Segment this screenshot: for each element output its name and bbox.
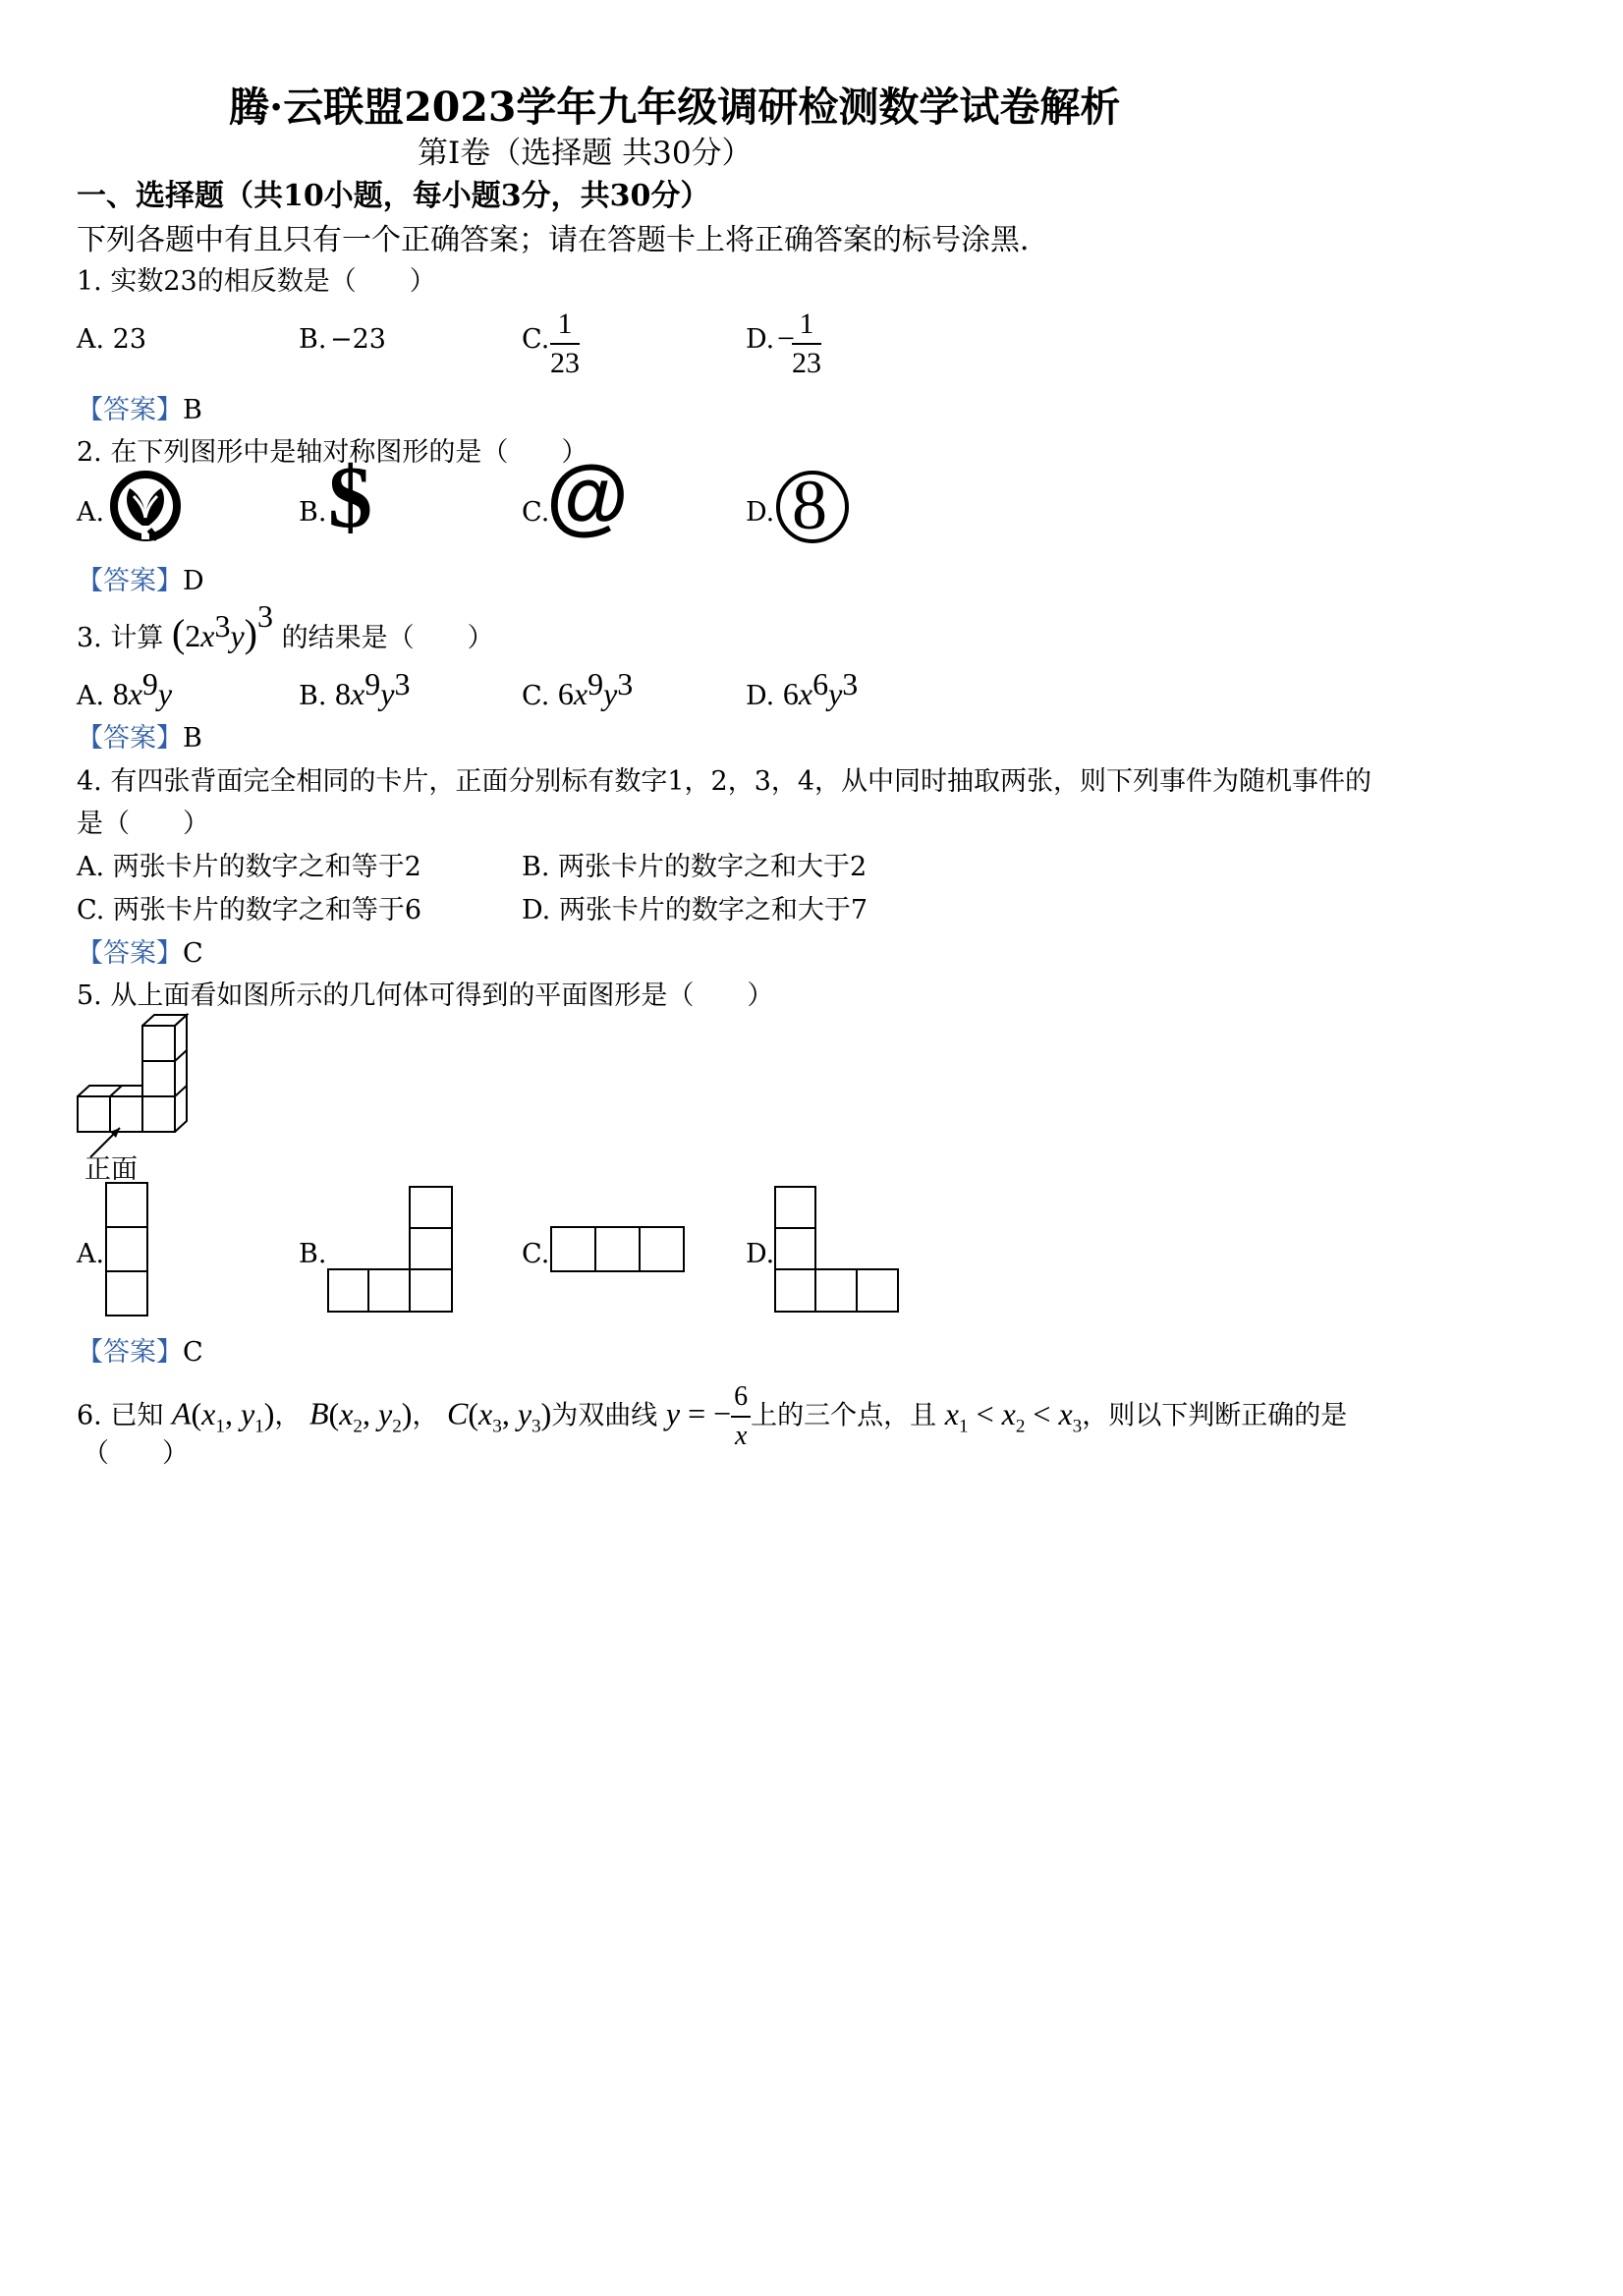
q1-c-numerator: 1 xyxy=(550,306,580,345)
q2-option-b-label: B. xyxy=(299,497,327,528)
q3-answer xyxy=(77,716,202,755)
answer-tag: 【答案】 xyxy=(77,395,183,425)
q6-sep-1: ， xyxy=(274,1400,302,1431)
q2-answer xyxy=(77,559,204,597)
q6-b-coords: ($x_2$, $y_2$) xyxy=(328,1395,413,1436)
q1-d-numerator: 1 xyxy=(792,306,821,345)
q6-inequality: $x_1 < x_2 < x_3$ xyxy=(944,1395,1083,1436)
q3-c-coef: 6 xyxy=(557,676,574,711)
leaf-logo-icon xyxy=(106,467,185,545)
q6-stem-2: （ ） xyxy=(83,1438,189,1469)
q3-a-y: y xyxy=(157,676,173,711)
q2-option-d-label: D. xyxy=(746,497,775,528)
q6-point-a: A xyxy=(171,1395,192,1431)
q4-stem-2: 是（ ） xyxy=(77,809,209,839)
q3-stem-pre: 3. 计算 xyxy=(77,623,164,653)
q2-stem: 2. 在下列图形中是轴对称图形的是（ ） xyxy=(77,437,588,468)
q3-d-y: y xyxy=(828,676,843,711)
q3-a-x: x xyxy=(128,676,142,711)
answer-value: C xyxy=(183,1337,203,1368)
q3-stem xyxy=(77,598,494,656)
q5-option-d-figure xyxy=(774,1186,902,1317)
q5-option-a-label: A. xyxy=(77,1239,105,1269)
q3-c-xexp: 9 xyxy=(588,666,604,701)
q5-option-b-label: B. xyxy=(299,1239,327,1269)
q3-b-x: x xyxy=(351,676,365,711)
q4-option-d: D. 两张卡片的数字之和大于7 xyxy=(522,895,868,925)
q5-answer xyxy=(77,1330,203,1369)
answer-value: D xyxy=(183,566,204,596)
q4-option-b: B. 两张卡片的数字之和大于2 xyxy=(522,852,867,882)
q3-b-xexp: 9 xyxy=(364,666,381,701)
answer-tag: 【答案】 xyxy=(77,723,183,754)
q1-stem: 1. 实数23的相反数是（ ） xyxy=(77,266,436,297)
q1-option-a: A. 23 xyxy=(77,324,147,355)
answer-tag: 【答案】 xyxy=(77,1337,183,1368)
q6-c-coords: ($x_3$, $y_3$) xyxy=(468,1395,552,1436)
volume-heading: 第Ⅰ卷（选择题 共30分） xyxy=(418,136,753,171)
answer-tag: 【答案】 xyxy=(77,938,183,969)
q1-option-b: −23 xyxy=(330,324,386,355)
q3-c-yexp: 3 xyxy=(617,666,634,701)
q3-a-label: A. xyxy=(77,681,105,711)
q3-b-y: y xyxy=(380,676,395,711)
page-title: 腾·云联盟2023学年九年级调研检测数学试卷解析 xyxy=(229,84,1121,131)
q6-post: 上的三个点，且 xyxy=(751,1400,937,1431)
q4-stem: 4. 有四张背面完全相同的卡片，正面分别标有数字1，2，3，4，从中同时抽取两张，则下列事件为随机事件的 xyxy=(77,766,1372,797)
q3-b-coef: 8 xyxy=(335,676,352,711)
q3-outer-exp: 3 xyxy=(257,598,273,634)
q3-option-b xyxy=(299,666,410,712)
q1-option-c-fraction xyxy=(550,306,580,382)
section-heading: 一、选择题（共10小题，每小题3分，共30分） xyxy=(77,179,710,213)
answer-value: B xyxy=(183,723,202,754)
q3-d-coef: 6 xyxy=(782,676,799,711)
q6-stem xyxy=(77,1378,1347,1455)
q3-c-x: x xyxy=(573,676,588,711)
q1-c-denominator: 23 xyxy=(550,347,580,379)
q6-denominator: x xyxy=(734,1421,748,1451)
q1-option-d-label: D. xyxy=(746,324,775,355)
at-symbol-icon: @ xyxy=(546,449,629,543)
q3-c-y: y xyxy=(603,676,618,711)
q6-post-2: ，则以下判断正确的是 xyxy=(1082,1400,1348,1431)
q3-d-x: x xyxy=(798,676,813,711)
q3-x-exp: 3 xyxy=(214,608,231,644)
q1-d-denominator: 23 xyxy=(792,347,821,379)
q3-x: x xyxy=(200,618,215,653)
q3-a-coef: 8 xyxy=(112,676,129,711)
q3-d-yexp: 3 xyxy=(842,666,859,701)
q5-option-c-figure xyxy=(550,1226,688,1275)
q4-option-c: C. 两张卡片的数字之和等于6 xyxy=(77,895,422,925)
dollar-symbol-icon: $ xyxy=(328,449,372,546)
answer-value: C xyxy=(183,938,203,969)
q5-option-d-label: D. xyxy=(746,1239,775,1269)
q3-b-yexp: 3 xyxy=(394,666,411,701)
answer-value: B xyxy=(183,395,202,425)
q1-option-d-sign: − xyxy=(777,320,796,356)
q3-d-label: D. xyxy=(746,681,775,711)
q3-b-label: B. xyxy=(299,681,327,711)
q2-option-c-label: C. xyxy=(522,497,550,528)
answer-tag: 【答案】 xyxy=(77,566,183,596)
q3-paren-open: ( xyxy=(171,611,186,655)
circled-eight-digit: 8 xyxy=(792,466,827,544)
q3-d-xexp: 6 xyxy=(812,666,829,701)
q4-answer xyxy=(77,931,203,970)
q3-option-c xyxy=(522,666,633,712)
front-label: 正面 xyxy=(84,1154,138,1185)
q3-c-label: C. xyxy=(522,681,550,711)
q1-option-d-fraction xyxy=(792,306,821,382)
q6-point-c: C xyxy=(447,1395,469,1431)
q1-option-b-label: B. xyxy=(299,324,327,355)
q6-a-coords: ($x_1$, $y_1$) xyxy=(191,1395,275,1436)
geometry-solid-figure xyxy=(77,1012,195,1140)
q1-answer xyxy=(77,388,202,426)
q5-option-a-figure xyxy=(105,1182,150,1319)
q2-option-a-label: A. xyxy=(77,497,105,528)
q4-option-a: A. 两张卡片的数字之和等于2 xyxy=(77,852,421,882)
q6-numerator: 6 xyxy=(731,1378,751,1418)
section-instruction: 下列各题中有且只有一个正确答案；请在答题卡上将正确答案的标号涂黑． xyxy=(77,223,1049,257)
q5-option-b-figure xyxy=(327,1186,457,1317)
q6-fraction xyxy=(731,1378,751,1455)
q3-paren-close: ) xyxy=(244,611,257,655)
q3-y: y xyxy=(230,618,245,653)
q3-stem-post: 的结果是（ ） xyxy=(281,623,494,653)
q5-option-c-label: C. xyxy=(522,1239,550,1269)
q6-stem-pre: 6. 已知 xyxy=(77,1400,164,1431)
q1-option-c-label: C. xyxy=(522,324,550,355)
q5-stem: 5. 从上面看如图所示的几何体可得到的平面图形是（ ） xyxy=(77,980,774,1011)
q6-mid: 为双曲线 xyxy=(551,1400,658,1431)
q3-coef: 2 xyxy=(185,618,201,653)
q6-point-b: B xyxy=(308,1395,329,1431)
q3-option-d xyxy=(746,666,858,712)
q3-a-xexp: 9 xyxy=(141,666,158,701)
q3-option-a xyxy=(77,666,172,712)
q6-equation: y = − xyxy=(665,1395,732,1431)
q6-sep-2: ， xyxy=(412,1400,439,1431)
